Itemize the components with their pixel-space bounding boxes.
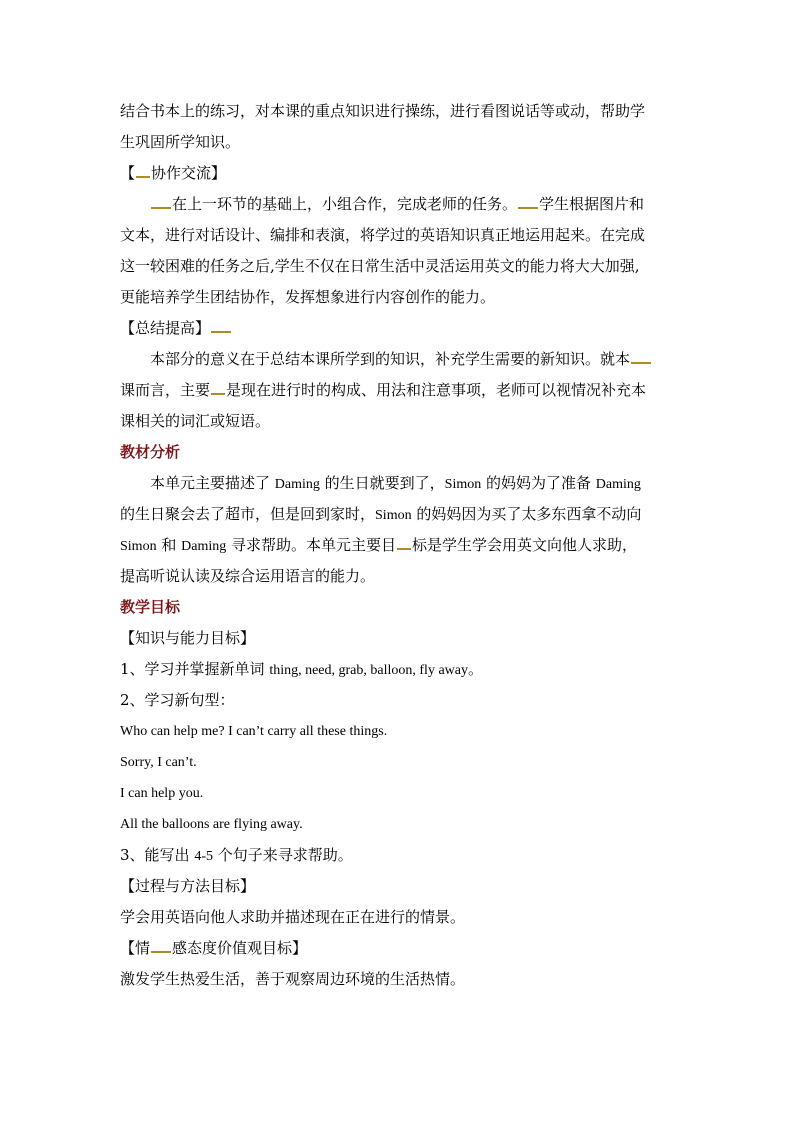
analysis-line-2 — [120, 499, 680, 530]
summary-line-3 — [120, 406, 680, 437]
collab-title: 协作交流 — [151, 164, 212, 182]
intro-text-2: 生巩固所学知识。 — [120, 133, 241, 151]
intro-text-1: 结合书本上的练习，对本课的重点知识进行操练，进行看图说话等或动，帮助学 — [120, 102, 646, 120]
analysis-name-simon-3: Simon — [120, 539, 157, 554]
goals-heading: 教学目标 — [120, 598, 181, 616]
analysis-name-simon-2: Simon — [375, 508, 412, 523]
collab-title-line — [120, 158, 680, 189]
edit-mark — [136, 163, 150, 178]
emotion-title-rest: 感态度价值观目标】 — [172, 939, 308, 957]
collab-line-1 — [120, 189, 680, 220]
process-text: 学会用英语向他人求助并描述现在正在进行的情景。 — [120, 908, 466, 926]
analysis-text-2b: 的妈妈因为买了太多东西拿不动向 — [411, 505, 642, 523]
collab-line-3 — [120, 251, 680, 282]
summary-line-2 — [120, 375, 680, 406]
goal-item-3-number: 4-5 — [194, 849, 213, 864]
knowledge-title: 【知识与能力目标】 — [120, 629, 256, 647]
edit-mark — [151, 938, 171, 953]
collab-text-1: 在上一环节的基础上，小组合作，完成老师的任务。 — [172, 195, 518, 213]
analysis-line-1 — [120, 468, 680, 499]
collab-text-4: 更能培养学生团结协作，发挥想象进行内容创作的能力。 — [120, 288, 496, 306]
goal-item-1-text: 1、学习并掌握新单词 — [120, 660, 270, 678]
analysis-text-3c: 标是学生学会用英文向他人求助， — [412, 536, 638, 554]
analysis-heading: 教材分析 — [120, 443, 181, 461]
sentence-line: Who can help me? I can’t carry all these things. — [120, 724, 388, 739]
summary-line-1 — [120, 344, 680, 375]
analysis-text-3a: 和 — [156, 536, 182, 554]
goal-item-3 — [120, 840, 680, 871]
edit-mark — [211, 380, 225, 395]
collab-line-2 — [120, 220, 680, 251]
analysis-line-3 — [120, 530, 680, 561]
goal-item-3-text: 3、能写出 — [120, 846, 195, 864]
summary-text-2b: 是现在进行时的构成、用法和注意事项，老师可以视情况补充本 — [226, 381, 647, 399]
analysis-name-daming-3: Daming — [181, 539, 227, 554]
sentence-line: Sorry, I can’t. — [120, 755, 197, 770]
goal-item-1 — [120, 654, 680, 685]
summary-title-line — [120, 313, 680, 344]
analysis-name-daming-2: Daming — [595, 477, 641, 492]
collab-text-2: 文本，进行对话设计、编排和表演，将学过的英语知识真正地运用起来。在完成 — [120, 226, 646, 244]
analysis-text-2a: 的生日聚会去了超市，但是回到家时， — [120, 505, 376, 523]
summary-text-2a: 课而言，主要 — [120, 381, 211, 399]
analysis-name-daming: Daming — [274, 477, 320, 492]
emotion-title-open: 【情 — [120, 939, 151, 957]
analysis-text-1a: 本单元主要描述了 — [150, 474, 275, 492]
collab-line-4 — [120, 282, 680, 313]
summary-title: 【总结提高】 — [120, 319, 211, 337]
collab-text-3: 这一较困难的任务之后,学生不仅在日常生活中灵活运用英文的能力将大大加强, — [120, 257, 640, 275]
document-page — [120, 96, 680, 995]
goal-item-1-end: 。 — [467, 660, 483, 678]
collab-bracket-open: 【 — [120, 164, 136, 182]
edit-mark — [211, 318, 231, 333]
goal-item-2: 2、学习新句型： — [120, 691, 235, 709]
analysis-text-1b: 的生日就要到了， — [319, 474, 445, 492]
process-title: 【过程与方法目标】 — [120, 877, 256, 895]
goal-item-1-words: thing, need, grab, balloon, fly away — [269, 663, 468, 678]
collab-text-1b: 学生根据图片和 — [539, 195, 645, 213]
edit-mark — [631, 349, 651, 364]
collab-bracket-close: 】 — [211, 164, 227, 182]
analysis-line-4 — [120, 561, 680, 592]
intro-line-1 — [120, 96, 680, 127]
edit-mark — [151, 194, 171, 209]
sentence-line: All the balloons are flying away. — [120, 817, 303, 832]
emotion-text: 激发学生热爱生活，善于观察周边环境的生活热情。 — [120, 970, 466, 988]
edit-mark — [397, 535, 411, 550]
analysis-text-4: 提高听说认读及综合运用语言的能力。 — [120, 567, 376, 585]
summary-text-1: 本部分的意义在于总结本课所学到的知识，补充学生需要的新知识。就本 — [150, 350, 631, 368]
analysis-text-1c: 的妈妈为了准备 — [481, 474, 596, 492]
intro-line-2 — [120, 127, 680, 158]
sentence-line: I can help you. — [120, 786, 204, 801]
analysis-text-3b: 寻求帮助。本单元主要目 — [226, 536, 397, 554]
summary-text-3: 课相关的词汇或短语。 — [120, 412, 271, 430]
analysis-name-simon: Simon — [444, 477, 482, 492]
emotion-title-line — [120, 933, 680, 964]
edit-mark — [518, 194, 538, 209]
goal-item-3-end: 个句子来寻求帮助。 — [212, 846, 353, 864]
